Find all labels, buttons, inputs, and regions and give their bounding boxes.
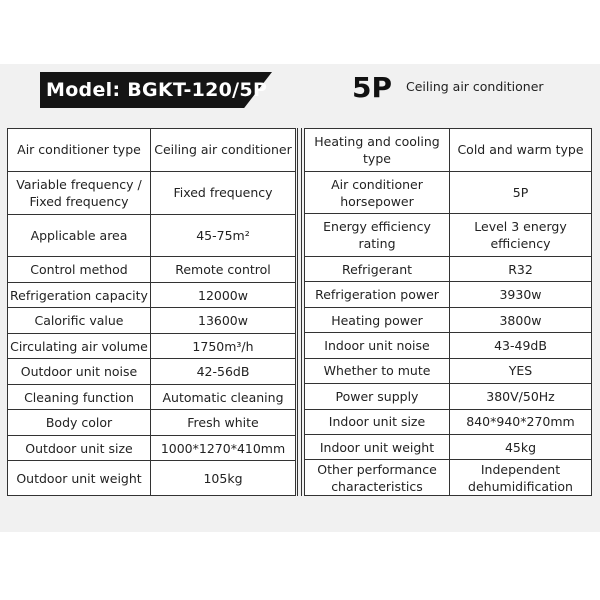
spec-value: 45kg xyxy=(450,434,592,459)
spec-label: Calorific value xyxy=(8,308,151,333)
spec-row xyxy=(305,434,592,459)
spec-row xyxy=(305,214,592,257)
spec-row xyxy=(8,359,296,384)
spec-table-left xyxy=(7,128,296,496)
spec-label: Indoor unit weight xyxy=(305,434,450,459)
spec-row xyxy=(8,435,296,460)
spec-row xyxy=(8,308,296,333)
spec-label: Whether to mute xyxy=(305,358,450,383)
spec-value: 3800w xyxy=(450,307,592,332)
spec-value: Cold and warm type xyxy=(450,129,592,172)
spec-value: 42-56dB xyxy=(151,359,296,384)
spec-row xyxy=(305,460,592,496)
spec-label: Refrigeration power xyxy=(305,282,450,307)
spec-value: 5P xyxy=(450,171,592,214)
spec-row xyxy=(305,384,592,409)
spec-label: Energy efficiency rating xyxy=(305,214,450,257)
spec-value: R32 xyxy=(450,257,592,282)
spec-row xyxy=(8,461,296,496)
table-separator xyxy=(297,128,302,496)
spec-row xyxy=(305,129,592,172)
spec-value: 1750m³/h xyxy=(151,333,296,358)
spec-value: 840*940*270mm xyxy=(450,409,592,434)
spec-label: Power supply xyxy=(305,384,450,409)
spec-label: Circulating air volume xyxy=(8,333,151,358)
spec-row xyxy=(305,171,592,214)
spec-value: 43-49dB xyxy=(450,333,592,358)
spec-row xyxy=(8,129,296,172)
spec-label: Indoor unit noise xyxy=(305,333,450,358)
spec-value: Independent dehumidification xyxy=(450,460,592,496)
spec-value: 1000*1270*410mm xyxy=(151,435,296,460)
spec-row xyxy=(8,171,296,214)
spec-row xyxy=(305,307,592,332)
spec-row xyxy=(305,282,592,307)
spec-value: Fresh white xyxy=(151,410,296,435)
spec-value: 13600w xyxy=(151,308,296,333)
spec-label: Indoor unit size xyxy=(305,409,450,434)
spec-label: Outdoor unit noise xyxy=(8,359,151,384)
spec-label: Body color xyxy=(8,410,151,435)
spec-label: Cleaning function xyxy=(8,384,151,409)
spec-value: Automatic cleaning xyxy=(151,384,296,409)
spec-label: Outdoor unit weight xyxy=(8,461,151,496)
spec-table-right xyxy=(304,128,592,496)
model-title: Model: BGKT-120/5P xyxy=(46,79,268,101)
spec-label: Other performance characteristics xyxy=(305,460,450,496)
spec-value: Remote control xyxy=(151,257,296,282)
spec-row xyxy=(305,358,592,383)
spec-value: 380V/50Hz xyxy=(450,384,592,409)
spec-row xyxy=(8,257,296,282)
spec-label: Refrigeration capacity xyxy=(8,282,151,307)
spec-row xyxy=(305,257,592,282)
spec-label: Applicable area xyxy=(8,214,151,257)
spec-row xyxy=(8,214,296,257)
spec-row xyxy=(8,333,296,358)
spec-value: Ceiling air conditioner xyxy=(151,129,296,172)
product-subtitle: Ceiling air conditioner xyxy=(406,79,544,94)
spec-value: 3930w xyxy=(450,282,592,307)
spec-label: Heating and cooling type xyxy=(305,129,450,172)
spec-value: 105kg xyxy=(151,461,296,496)
spec-row xyxy=(8,410,296,435)
spec-value: 45-75m² xyxy=(151,214,296,257)
spec-value: 12000w xyxy=(151,282,296,307)
spec-row xyxy=(305,333,592,358)
spec-label: Air conditioner type xyxy=(8,129,151,172)
spec-label: Variable frequency / Fixed frequency xyxy=(8,171,151,214)
spec-label: Heating power xyxy=(305,307,450,332)
spec-value: Fixed frequency xyxy=(151,171,296,214)
horsepower-heading: 5P xyxy=(352,71,393,104)
spec-label: Refrigerant xyxy=(305,257,450,282)
spec-row xyxy=(8,282,296,307)
spec-value: YES xyxy=(450,358,592,383)
spec-label: Outdoor unit size xyxy=(8,435,151,460)
spec-value: Level 3 energy efficiency xyxy=(450,214,592,257)
spec-row xyxy=(8,384,296,409)
spec-label: Air conditioner horsepower xyxy=(305,171,450,214)
spec-label: Control method xyxy=(8,257,151,282)
spec-row xyxy=(305,409,592,434)
